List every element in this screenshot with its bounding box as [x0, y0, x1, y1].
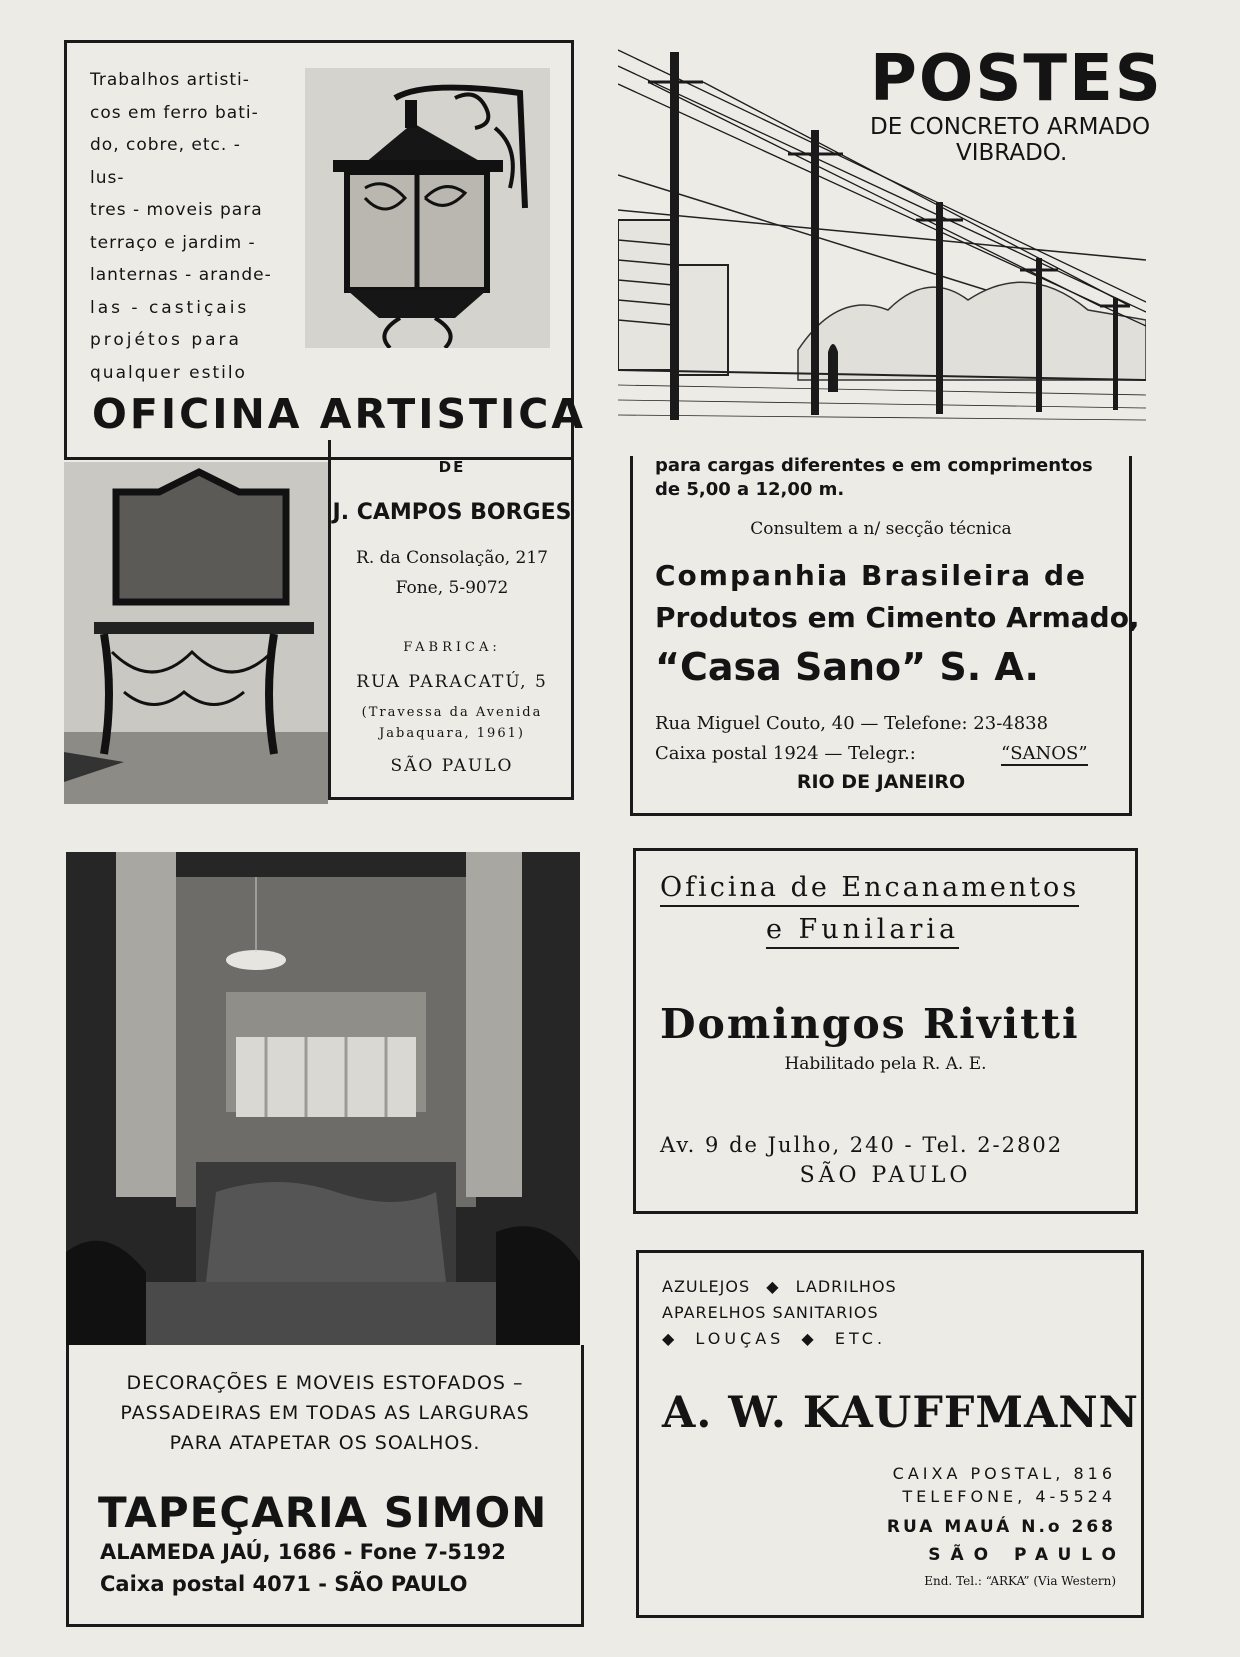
tapecaria-line: Caixa postal 4071 - SÃO PAULO: [100, 1572, 468, 1596]
intro-line: Trabalhos artisti-: [90, 70, 250, 90]
kauffmann-city: SÃO PAULO: [928, 1545, 1126, 1565]
interior-photo: [66, 852, 580, 1345]
kauffmann-name: A. W. KAUFFMANN: [662, 1388, 1139, 1438]
cargas-text: de 5,00 a 12,00 m.: [655, 479, 845, 500]
diamond-icon: ◆: [662, 1329, 679, 1348]
postes-telegr: “SANOS”: [1001, 743, 1088, 764]
rivitti-title: e Funilaria: [766, 914, 959, 949]
cargas-text: para cargas diferentes e em comprimentos: [655, 455, 1093, 476]
fabrica-street: RUA PARACATÚ, 5: [356, 672, 548, 692]
postes-title: POSTES: [870, 42, 1163, 116]
kauffmann-rua: RUA MAUÁ N.o 268: [886, 1517, 1116, 1537]
intro-line: do, cobre, etc. - lus-: [90, 135, 241, 188]
rivitti-address: Av. 9 de Julho, 240 - Tel. 2-2802: [660, 1133, 1064, 1157]
fabrica-note: (Travessa da Avenida: [361, 705, 543, 720]
company-name: “Casa Sano” S. A.: [655, 645, 1039, 689]
intro-line: tres - moveis para: [90, 200, 263, 220]
postes-address: Rua Miguel Couto, 40 — Telefone: 23-4838: [655, 713, 1049, 734]
kauffmann-telefone: TELEFONE, 4-5524: [902, 1487, 1116, 1506]
tapecaria-name: TAPEÇARIA SIMON: [98, 1488, 548, 1537]
fabrica-label: FABRICA:: [403, 640, 501, 655]
item-label: LOUÇAS: [695, 1329, 785, 1348]
intro-line: las - castiçais: [90, 297, 250, 318]
rivitti-name: Domingos Rivitti: [660, 1000, 1080, 1048]
kauffmann-caixa: CAIXA POSTAL, 816: [892, 1464, 1116, 1483]
postes-details: [633, 455, 1140, 815]
diamond-icon: ◆: [766, 1277, 780, 1296]
postes-subtitle: DE CONCRETO ARMADO: [870, 114, 1151, 140]
oficina-owner: J. CAMPOS BORGES: [332, 500, 572, 525]
oficina-de: DE: [438, 458, 466, 476]
company-name: Produtos em Cimento Armado,: [655, 601, 1140, 634]
diamond-icon: ◆: [801, 1329, 818, 1348]
kauffmann-end-tel: End. Tel.: “ARKA” (Via Western): [924, 1574, 1116, 1588]
rivitti-city: SÃO PAULO: [799, 1163, 972, 1188]
item-label: ETC.: [834, 1329, 887, 1348]
tapecaria-desc: PASSADEIRAS EM TODAS AS LARGURAS: [120, 1402, 530, 1424]
consultem-text: Consultem a n/ secção técnica: [750, 519, 1012, 539]
postes-subtitle: VIBRADO.: [956, 140, 1068, 166]
oficina-details: [330, 458, 574, 798]
rivitti-habilitado: Habilitado pela R. A. E.: [784, 1054, 987, 1074]
fabrica-note: Jabaquara, 1961): [379, 726, 525, 741]
tapecaria-desc: DECORAÇÕES E MOVEIS ESTOFADOS –: [126, 1372, 524, 1394]
oficina-intro: [90, 64, 280, 389]
oficina-title: OFICINA ARTISTICA: [92, 390, 587, 438]
intro-line: lanternas - arande-: [90, 265, 272, 285]
oficina-address: R. da Consolação, 217: [356, 548, 548, 568]
intro-line: terraço e jardim -: [90, 232, 256, 253]
item-label: APARELHOS SANITARIOS: [662, 1303, 879, 1322]
oficina-city: SÃO PAULO: [390, 756, 514, 776]
kauffmann-items: [662, 1274, 897, 1352]
intro-line: cos em ferro bati-: [90, 102, 259, 123]
intro-line: qualquer estilo: [90, 362, 247, 383]
intro-line: projétos para: [90, 330, 242, 350]
kauffmann-contact: [886, 1462, 1126, 1594]
tapecaria-line: ALAMEDA JAÚ, 1686 - Fone 7-5192: [100, 1540, 506, 1564]
postes-caixa: Caixa postal 1924 — Telegr.:: [655, 743, 916, 764]
oficina-phone: Fone, 5-9072: [395, 578, 509, 598]
lantern-photo: [305, 68, 550, 348]
item-label: LADRILHOS: [795, 1277, 897, 1296]
rivitti-title: Oficina de Encanamentos: [660, 872, 1079, 907]
company-name: Companhia Brasileira de: [655, 559, 1087, 592]
postes-city: RIO DE JANEIRO: [796, 771, 966, 793]
item-label: AZULEJOS: [662, 1277, 751, 1296]
console-mirror-photo: [64, 462, 328, 804]
tapecaria-desc: PARA ATAPETAR OS SOALHOS.: [169, 1432, 481, 1454]
